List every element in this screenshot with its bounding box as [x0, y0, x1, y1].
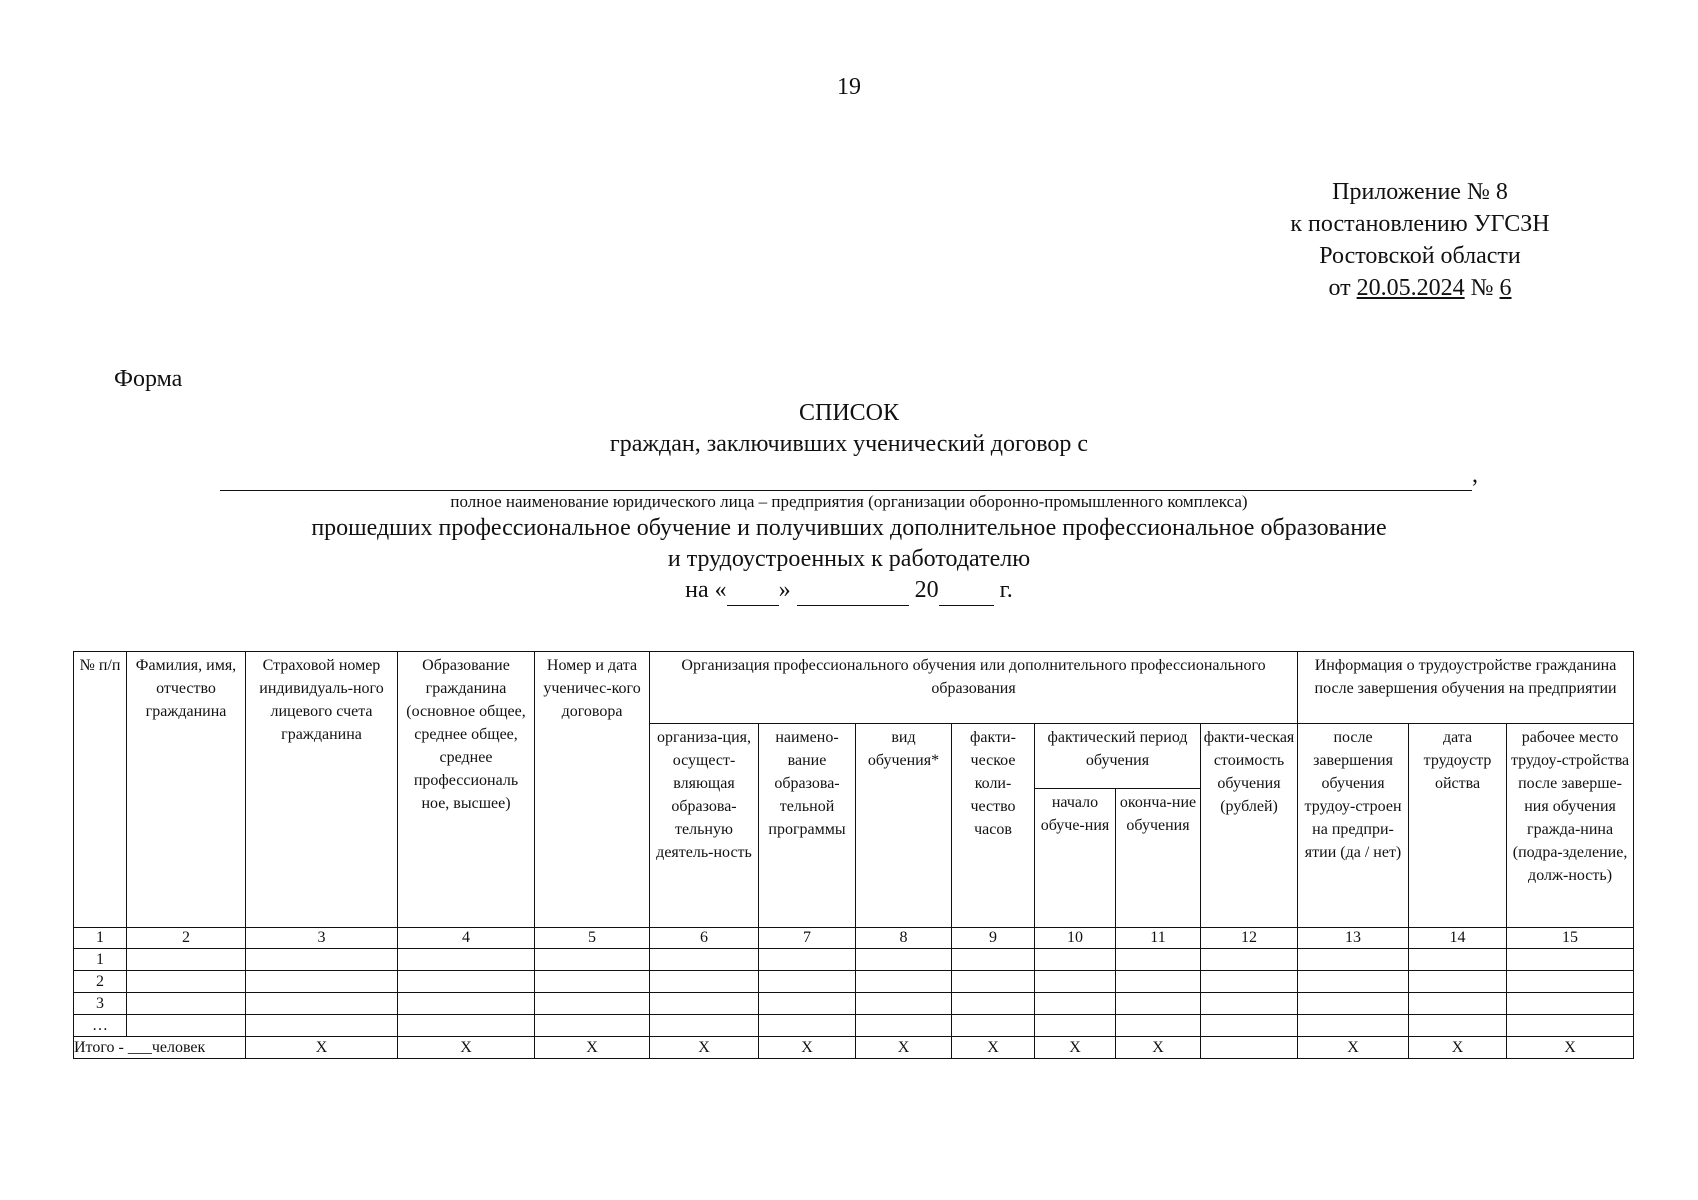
- month-blank: [797, 585, 909, 606]
- heading-comma: ,: [1472, 462, 1478, 488]
- total-cell: Х: [952, 1037, 1035, 1059]
- header-contract: Номер и дата ученичес-кого договора: [535, 652, 650, 928]
- column-number: 10: [1035, 928, 1116, 949]
- header-group-training: Организация профессионального обучения или дополнительного профессионального образования: [650, 652, 1298, 724]
- header-education: Образование гражданина (основное общее, среднее общее, среднее профессиональ ное, высшее): [398, 652, 535, 928]
- table-cell: [1298, 971, 1409, 993]
- column-number: 1: [74, 928, 127, 949]
- table-cell: [1507, 971, 1634, 993]
- column-number: 11: [1116, 928, 1201, 949]
- table-cell: [535, 949, 650, 971]
- total-cell: Х: [1409, 1037, 1507, 1059]
- document-heading: [0, 398, 1698, 606]
- header-start: начало обуче-ния: [1035, 789, 1116, 928]
- table-cell: [1201, 971, 1298, 993]
- table-cell: [1409, 1015, 1507, 1037]
- table-cell: [246, 1015, 398, 1037]
- row-number: 1: [74, 949, 127, 971]
- table-cell: [1035, 949, 1116, 971]
- total-cell: Х: [398, 1037, 535, 1059]
- table-cell: [1116, 949, 1201, 971]
- table-cell: [952, 971, 1035, 993]
- total-cell: Х: [1116, 1037, 1201, 1059]
- column-number: 14: [1409, 928, 1507, 949]
- table-cell: [535, 971, 650, 993]
- form-label: Форма: [114, 366, 183, 392]
- heading-line2: прошедших профессиональное обучение и получивших дополнительное профессиональное образование: [311, 515, 1387, 541]
- table-cell: [398, 971, 535, 993]
- table-cell: [1116, 971, 1201, 993]
- header-employment-date: дата трудоустр ойства: [1409, 724, 1507, 928]
- table-cell: [398, 1015, 535, 1037]
- table-cell: [952, 993, 1035, 1015]
- row-number: …: [74, 1015, 127, 1037]
- appendix-block: [1240, 176, 1600, 304]
- organization-blank-line: [220, 468, 1472, 491]
- table-cell: [535, 993, 650, 1015]
- total-cell: Х: [856, 1037, 952, 1059]
- column-number: 7: [759, 928, 856, 949]
- heading-date-line: [0, 575, 1698, 606]
- table-cell: [398, 993, 535, 1015]
- total-cell: Х: [1298, 1037, 1409, 1059]
- table-cell: [1298, 949, 1409, 971]
- table-cell: [246, 971, 398, 993]
- table-cell: [1507, 1015, 1634, 1037]
- table-cell: [1035, 1015, 1116, 1037]
- appendix-line1: Приложение № 8: [1332, 179, 1508, 205]
- appendix-date-line: [1240, 272, 1600, 304]
- header-number: № п/п: [74, 652, 127, 928]
- table-cell: [759, 949, 856, 971]
- table-row: [74, 993, 1634, 1015]
- column-number: 15: [1507, 928, 1634, 949]
- total-cell: Х: [1035, 1037, 1116, 1059]
- header-workplace: рабочее место трудоу-стройства после заверше-ния обучения гражда-нина (подра-зделение, долж-ность): [1507, 724, 1634, 928]
- citizens-table: [73, 651, 1634, 1059]
- heading-line3: и трудоустроенных к работодателю: [667, 546, 1031, 572]
- table-cell: [856, 949, 952, 971]
- day-blank: [727, 585, 779, 606]
- table-cell: [856, 971, 952, 993]
- header-group-period: фактический период обучения: [1035, 724, 1201, 789]
- column-number: 2: [127, 928, 246, 949]
- table-cell: [535, 1015, 650, 1037]
- appendix-number: 6: [1499, 275, 1512, 301]
- table-cell: [1507, 993, 1634, 1015]
- table-cell: [398, 949, 535, 971]
- column-number: 8: [856, 928, 952, 949]
- table-cell: [1201, 949, 1298, 971]
- header-row-1: [74, 652, 1634, 724]
- column-number-row: [74, 928, 1634, 949]
- table-cell: [650, 971, 759, 993]
- table-cell: [246, 949, 398, 971]
- table-cell: [1409, 971, 1507, 993]
- table-cell: [1298, 993, 1409, 1015]
- date-on: на «: [685, 577, 727, 603]
- date-g: г.: [999, 577, 1013, 603]
- heading-line1: граждан, заключивших ученический договор с: [609, 431, 1089, 457]
- column-number: 5: [535, 928, 650, 949]
- appendix-line3: Ростовской области: [1319, 243, 1521, 269]
- table-cell: [127, 993, 246, 1015]
- table-cell: [856, 1015, 952, 1037]
- table-cell: [1116, 993, 1201, 1015]
- table-cell: [856, 993, 952, 1015]
- total-cell: Х: [246, 1037, 398, 1059]
- header-training-type: вид обучения*: [856, 724, 952, 928]
- table-cell: [952, 949, 1035, 971]
- heading-title: СПИСОК: [798, 400, 900, 426]
- table-cell: [759, 1015, 856, 1037]
- total-cell: Х: [650, 1037, 759, 1059]
- date-close: »: [778, 577, 791, 603]
- column-number: 13: [1298, 928, 1409, 949]
- table-cell: [1116, 1015, 1201, 1037]
- table-cell: [127, 1015, 246, 1037]
- table-cell: [650, 949, 759, 971]
- table-row: [74, 1015, 1634, 1037]
- total-cell: Х: [535, 1037, 650, 1059]
- appendix-line2: к постановлению УГСЗН: [1290, 211, 1550, 237]
- total-cell: Х: [759, 1037, 856, 1059]
- total-cell: [1201, 1037, 1298, 1059]
- table-cell: [759, 993, 856, 1015]
- appendix-date-prefix: от: [1328, 275, 1351, 301]
- total-cell: Х: [1507, 1037, 1634, 1059]
- total-row: [74, 1037, 1634, 1059]
- table-cell: [1298, 1015, 1409, 1037]
- total-label: Итого - ___человек: [74, 1037, 246, 1059]
- header-program-name: наимено-вание образова-тельной программы: [759, 724, 856, 928]
- header-employed: после завершения обучения трудоу-строен на предпри-ятии (да / нет): [1298, 724, 1409, 928]
- heading-caption: полное наименование юридического лица – предприятия (организации оборонно-промышленного комплекса): [450, 492, 1248, 511]
- date-year: 20: [914, 577, 939, 603]
- table-cell: [650, 1015, 759, 1037]
- table-cell: [1409, 993, 1507, 1015]
- row-number: 2: [74, 971, 127, 993]
- column-number: 6: [650, 928, 759, 949]
- table-cell: [650, 993, 759, 1015]
- header-insurance-number: Страховой номер индивидуаль-ного лицевого счета гражданина: [246, 652, 398, 928]
- appendix-date: 20.05.2024: [1356, 275, 1465, 301]
- header-cost: факти-ческая стоимость обучения (рублей): [1201, 724, 1298, 928]
- appendix-number-prefix: №: [1470, 275, 1494, 301]
- header-group-employment: Информация о трудоустройстве гражданина после завершения обучения на предприятии: [1298, 652, 1634, 724]
- column-number: 12: [1201, 928, 1298, 949]
- table-cell: [1035, 971, 1116, 993]
- table-cell: [1409, 949, 1507, 971]
- header-organization: организа-ция, осущест-вляющая образова-тельную деятель-ность: [650, 724, 759, 928]
- column-number: 3: [246, 928, 398, 949]
- column-number: 9: [952, 928, 1035, 949]
- header-full-name: Фамилия, имя, отчество гражданина: [127, 652, 246, 928]
- table-cell: [127, 949, 246, 971]
- table-cell: [246, 993, 398, 1015]
- table-cell: [127, 971, 246, 993]
- table-cell: [952, 1015, 1035, 1037]
- heading-blank-row: [0, 460, 1698, 491]
- row-number: 3: [74, 993, 127, 1015]
- table-cell: [1035, 993, 1116, 1015]
- header-hours: факти-ческое коли-чество часов: [952, 724, 1035, 928]
- table-cell: [1201, 993, 1298, 1015]
- table-row: [74, 949, 1634, 971]
- table-cell: [1507, 949, 1634, 971]
- page-number: 19: [837, 74, 861, 100]
- year-blank: [939, 585, 994, 606]
- column-number: 4: [398, 928, 535, 949]
- table-cell: [759, 971, 856, 993]
- table-cell: [1201, 1015, 1298, 1037]
- table-row: [74, 971, 1634, 993]
- header-end: оконча-ние обучения: [1116, 789, 1201, 928]
